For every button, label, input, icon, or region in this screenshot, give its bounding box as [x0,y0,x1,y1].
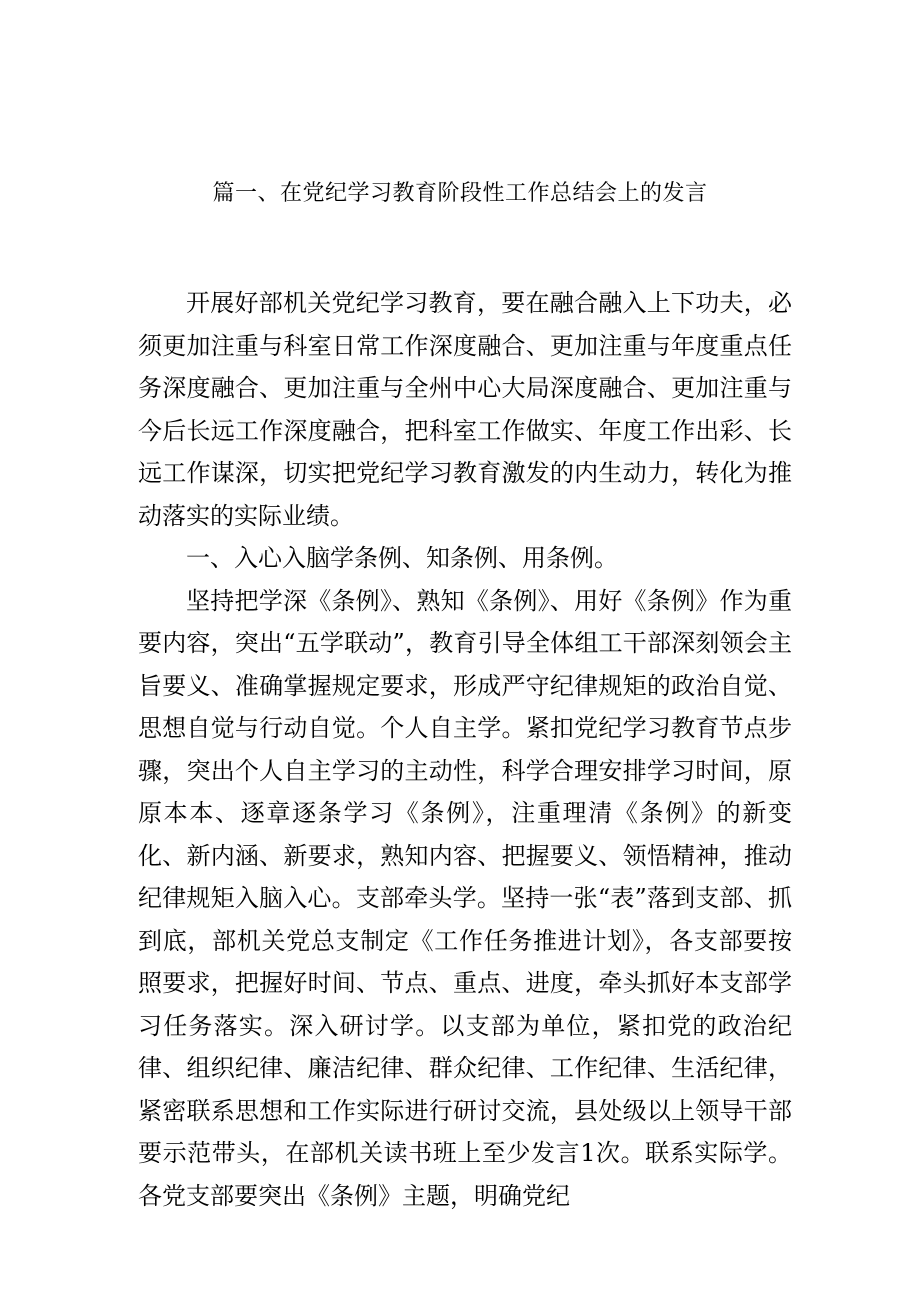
document-title: 篇一、在党纪学习教育阶段性工作总结会上的发言 [212,181,708,206]
paragraph-section-one: 坚持把学深《条例》、熟知《条例》、用好《条例》作为重要内容，突出“五学联动”，教育引导全体组工干部深刻领会主旨要义、准确掌握规定要求，形成严守纪律规矩的政治自觉、思想自觉与行动自觉。个人自主学。紧扣党纪学习教育节点步骤，突出个人自主学习的主动性，科学合理安排学习时间，原原本本、逐章逐条学习《条例》，注重理清《条例》的新变化、新内涵、新要求，熟知内容、把握要义、领悟精神，推动纪律规矩入脑入心。支部牵头学。坚持一张“表”落到支部、抓到底，部机关党总支制定《工作任务推进计划》，各支部要按照要求，把握好时间、节点、重点、进度，牵头抓好本支部学习任务落实。深入研讨学。以支部为单位，紧扣党的政治纪律、组织纪律、廉洁纪律、群众纪律、工作纪律、生活纪律，紧密联系思想和工作实际进行研讨交流，县处级以上领导干部要示范带头，在部机关读书班上至少发言1次。联系实际学。各党支部要突出《条例》主题，明确党纪 [138,586,792,1210]
paragraph-intro: 开展好部机关党纪学习教育，要在融合融入上下功夫，必须更加注重与科室日常工作深度融合、更加注重与年度重点任务深度融合、更加注重与全州中心大局深度融合、更加注重与今后长远工作深度融合，把科室工作做实、年度工作出彩、长远工作谋深，切实把党纪学习教育激发的内生动力，转化为推动落实的实际业绩。 [138,289,792,530]
section-heading: 一、入心入脑学条例、知条例、用条例。 [186,544,618,572]
document-body [138,282,792,1217]
